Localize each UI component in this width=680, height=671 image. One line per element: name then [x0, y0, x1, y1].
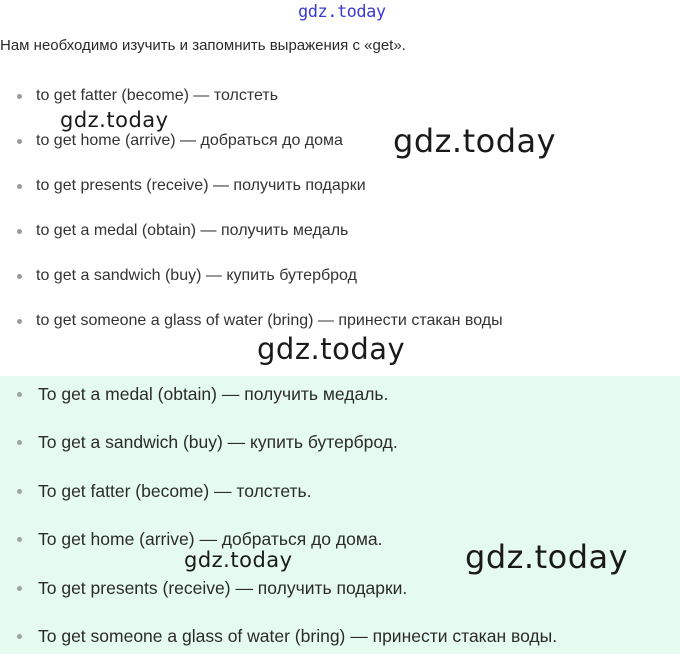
bullet-icon	[17, 634, 22, 639]
list-item: To get presents (receive) — получить подарки.	[0, 575, 680, 623]
list-item: To get home (arrive) — добраться до дома.	[0, 526, 680, 574]
bullet-icon	[17, 319, 22, 324]
bullet-icon	[17, 274, 22, 279]
list-item: to get home (arrive) — добраться до дома	[0, 129, 680, 174]
bullet-icon	[17, 184, 22, 189]
list-item: to get presents (receive) — получить подарки	[0, 174, 680, 219]
watermark: gdz.today	[465, 538, 629, 576]
list-item: to get someone a glass of water (bring) — принести стакан воды	[0, 309, 680, 354]
list-item: to get a sandwich (buy) — купить бутерброд	[0, 264, 680, 309]
watermark: gdz.today	[257, 332, 406, 366]
bullet-icon	[17, 440, 22, 445]
bullet-icon	[17, 229, 22, 234]
watermark: gdz.today	[184, 548, 293, 572]
bullet-icon	[17, 537, 22, 542]
list-item: To get a sandwich (buy) — купить бутерброд.	[0, 429, 680, 477]
answers-list	[0, 381, 680, 671]
bullet-icon	[17, 489, 22, 494]
watermark: gdz.today	[60, 108, 169, 132]
watermark-top: gdz.today	[298, 2, 386, 22]
watermark: gdz.today	[393, 122, 557, 160]
list-item: to get a medal (obtain) — получить медаль	[0, 219, 680, 264]
bullet-icon	[17, 586, 22, 591]
bullet-icon	[17, 139, 22, 144]
intro-text: Нам необходимо изучить и запомнить выражения с «get».	[0, 37, 406, 54]
list-item: To get fatter (become) — толстеть.	[0, 478, 680, 526]
bullet-icon	[17, 94, 22, 99]
list-item: To get a medal (obtain) — получить медаль.	[0, 381, 680, 429]
bullet-icon	[17, 392, 22, 397]
list-item: to get fatter (become) — толстеть	[0, 84, 680, 129]
list-item: To get someone a glass of water (bring) — принести стакан воды.	[0, 623, 680, 671]
